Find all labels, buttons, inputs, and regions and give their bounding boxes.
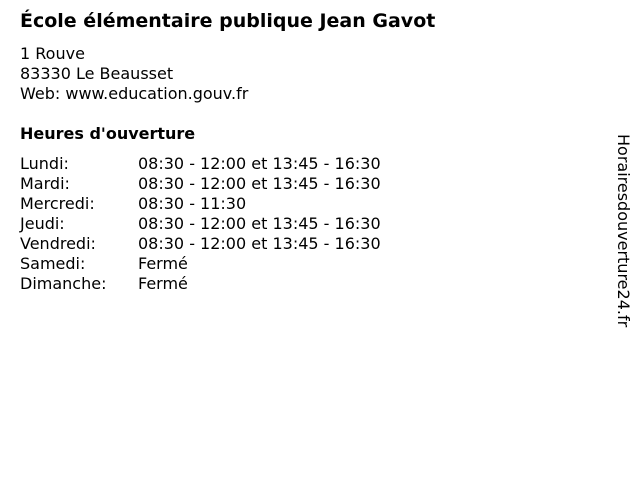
hours-heading: Heures d'ouverture [20, 124, 196, 143]
hours-row-mercredi [20, 194, 381, 214]
day-label: Samedi: [20, 254, 86, 273]
day-label: Jeudi: [20, 214, 65, 233]
time-value: 08:30 - 12:00 et 13:45 - 16:30 [138, 214, 381, 233]
page-title: École élémentaire publique Jean Gavot [20, 10, 436, 32]
day-label: Vendredi: [20, 234, 96, 253]
hours-row-lundi [20, 154, 381, 174]
address-street: 1 Rouve [20, 44, 85, 63]
hours-row-vendredi [20, 234, 381, 254]
time-value: 08:30 - 12:00 et 13:45 - 16:30 [138, 174, 381, 193]
hours-row-dimanche [20, 274, 381, 294]
day-label: Mardi: [20, 174, 70, 193]
hours-row-mardi [20, 174, 381, 194]
day-label: Dimanche: [20, 274, 107, 293]
address-city: 83330 Le Beausset [20, 64, 174, 83]
hours-table [20, 154, 381, 294]
time-value: Fermé [138, 254, 188, 273]
time-value: Fermé [138, 274, 188, 293]
day-label: Mercredi: [20, 194, 95, 213]
time-value: 08:30 - 11:30 [138, 194, 247, 213]
hours-row-jeudi [20, 214, 381, 234]
address-block [20, 44, 248, 104]
time-value: 08:30 - 12:00 et 13:45 - 16:30 [138, 234, 381, 253]
day-label: Lundi: [20, 154, 69, 173]
site-watermark: Horairesdouverture24.fr [614, 134, 633, 328]
hours-row-samedi [20, 254, 381, 274]
time-value: 08:30 - 12:00 et 13:45 - 16:30 [138, 154, 381, 173]
website-link[interactable]: Web: www.education.gouv.fr [20, 84, 249, 103]
